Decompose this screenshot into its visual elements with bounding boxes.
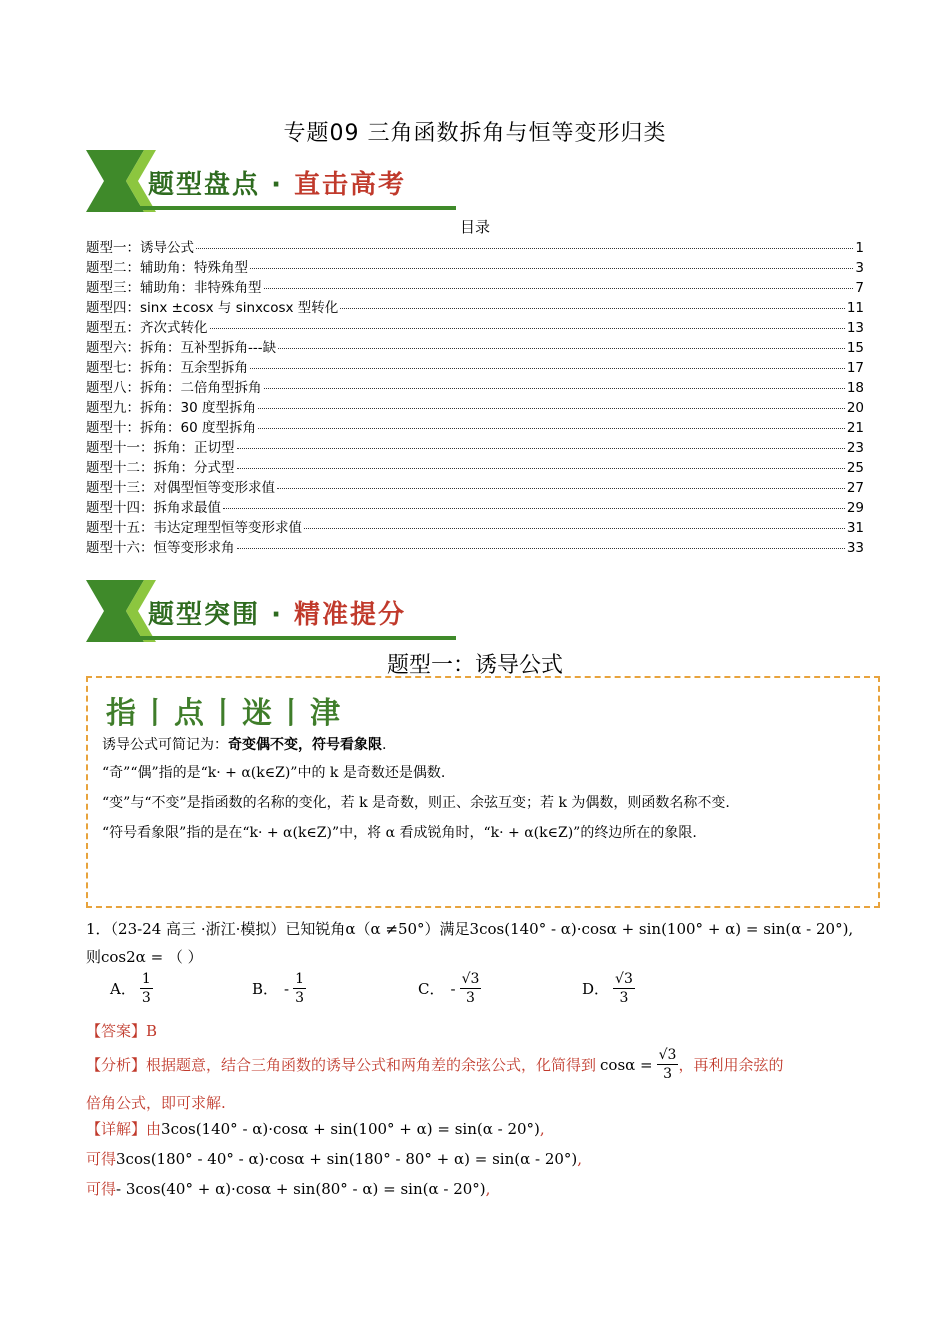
toc-entry-page: 17 xyxy=(846,360,864,376)
toc-leader-dots xyxy=(237,468,845,469)
toc-entry-page: 33 xyxy=(846,540,864,556)
toc-entry-page: 23 xyxy=(846,440,864,456)
toc-leader-dots xyxy=(196,248,853,249)
banner-text: 题型突围 · 精准提分 xyxy=(148,600,407,630)
toc-entry-page: 3 xyxy=(855,260,864,276)
tips-line-4: “符号看象限”指的是在“k· + α(k∈Z)”中，将 α 看成锐角时，“k· + α(k∈Z)”的终边所在的象限. xyxy=(102,825,697,841)
toc-entry-label: 题型十四：拆角求最值 xyxy=(86,500,221,516)
toc-entry[interactable] xyxy=(86,276,864,296)
toc-entry[interactable] xyxy=(86,236,864,256)
tips-box xyxy=(86,676,880,908)
toc-entry-page: 15 xyxy=(846,340,864,356)
toc-entry-label: 题型十三：对偶型恒等变形求值 xyxy=(86,480,275,496)
option-a: A． $\frac{1}{3}$ xyxy=(110,971,151,1006)
toc-entry-label: 题型四：sinx ±cosx 与 sinxcosx 型转化 xyxy=(86,300,339,316)
toc-leader-dots xyxy=(264,388,845,389)
toc-leader-dots xyxy=(250,268,853,269)
toc-entry-page: 25 xyxy=(846,460,864,476)
toc-entry-label: 题型六：拆角：互补型拆角---缺 xyxy=(86,340,277,356)
toc-entry[interactable] xyxy=(86,396,864,416)
banner-type-overview xyxy=(86,150,466,212)
toc-entry-label: 题型二：辅助角：特殊角型 xyxy=(86,260,248,276)
toc-entry[interactable] xyxy=(86,436,864,456)
toc-leader-dots xyxy=(237,448,845,449)
section-title: 题型一：诱导公式 xyxy=(386,653,563,678)
toc-entry-label: 题型十：拆角：60 度型拆角 xyxy=(86,420,256,436)
detail-line-2: 可得3cos(180° - 40° - α)·cosα + sin(180° - 80° + α) = sin(α - 20°), xyxy=(86,1150,583,1168)
toc-entry-label: 题型七：拆角：互余型拆角 xyxy=(86,360,248,376)
banner-text: 题型盘点 · 直击高考 xyxy=(148,170,407,200)
toc-entry-label: 题型十二：拆角：分式型 xyxy=(86,460,235,476)
question-stem-2: 则cos2α = （ ） xyxy=(86,948,203,966)
toc-entry-label: 题型十一：拆角：正切型 xyxy=(86,440,235,456)
toc-entry-page: 13 xyxy=(846,320,864,336)
toc-entry[interactable] xyxy=(86,356,864,376)
analysis-line-2: 倍角公式，即可求解. xyxy=(86,1094,226,1112)
toc-entry-label: 题型九：拆角：30 度型拆角 xyxy=(86,400,256,416)
tips-line-3: “变”与“不变”是指函数的名称的变化，若 k 是奇数，则正、余弦互变；若 k 为偶数，则函数名称不变. xyxy=(102,795,730,811)
toc-entry[interactable] xyxy=(86,376,864,396)
toc-leader-dots xyxy=(223,508,845,509)
toc-leader-dots xyxy=(250,368,845,369)
toc-entry-page: 11 xyxy=(846,300,864,316)
toc-entry-page: 7 xyxy=(855,280,864,296)
toc-entry[interactable] xyxy=(86,496,864,516)
detail-line-3: 可得- 3cos(40° + α)·cosα + sin(80° - α) = sin(α - 20°), xyxy=(86,1180,491,1198)
toc-entry-page: 29 xyxy=(846,500,864,516)
toc-entry-label: 题型一：诱导公式 xyxy=(86,240,194,256)
detail-line-1: 【详解】由3cos(140° - α)·cosα + sin(100° + α) = sin(α - 20°), xyxy=(86,1120,545,1138)
page-title: 专题09 三角函数拆角与恒等变形归类 xyxy=(283,121,667,146)
toc-entry[interactable] xyxy=(86,536,864,556)
toc-leader-dots xyxy=(278,348,845,349)
toc-entry-page: 21 xyxy=(846,420,864,436)
toc-entry[interactable] xyxy=(86,256,864,276)
table-of-contents xyxy=(86,236,864,556)
toc-leader-dots xyxy=(340,308,845,309)
toc-entry[interactable] xyxy=(86,456,864,476)
tips-line-2: “奇”“偶”指的是“k· + α(k∈Z)”中的 k 是奇数还是偶数. xyxy=(102,765,446,781)
toc-leader-dots xyxy=(304,528,845,529)
toc-leader-dots xyxy=(264,288,854,289)
toc-entry[interactable] xyxy=(86,476,864,496)
toc-entry[interactable] xyxy=(86,296,864,316)
toc-entry-label: 题型五：齐次式转化 xyxy=(86,320,208,336)
answer-line: 【答案】B xyxy=(86,1022,158,1040)
toc-entry[interactable] xyxy=(86,336,864,356)
toc-leader-dots xyxy=(210,328,845,329)
toc-leader-dots xyxy=(258,408,845,409)
toc-entry-label: 题型十六：恒等变形求角 xyxy=(86,540,235,556)
option-c: C． - $\frac{√3}{3}$ xyxy=(418,971,480,1006)
toc-entry-page: 27 xyxy=(846,480,864,496)
tips-heading: 指丨点丨迷丨津 xyxy=(106,696,344,731)
question-stem: 1．（23-24 高三 ·浙江·模拟）已知锐角α（α ≠50°）满足3cos(140° - α)·cosα + sin(100° + α) = sin(α - 20°), xyxy=(86,920,854,938)
toc-entry-page: 1 xyxy=(855,240,864,256)
toc-entry-label: 题型十五：韦达定理型恒等变形求值 xyxy=(86,520,302,536)
analysis-line: 【分析】 根据题意，结合三角函数的诱导公式和两角差的余弦公式，化简得到 cosα = $\frac{√3}{3}$ ，再利用余弦的 xyxy=(86,1047,784,1082)
banner-type-breakthrough xyxy=(86,580,466,642)
toc-leader-dots xyxy=(277,488,845,489)
toc-leader-dots xyxy=(237,548,845,549)
toc-entry[interactable] xyxy=(86,416,864,436)
option-b: B． - $\frac{1}{3}$ xyxy=(252,971,305,1006)
toc-entry-page: 18 xyxy=(846,380,864,396)
tips-line-1: 诱导公式可简记为：奇变偶不变，符号看象限. xyxy=(102,737,387,753)
toc-entry[interactable] xyxy=(86,316,864,336)
toc-title: 目录 xyxy=(459,218,490,236)
toc-leader-dots xyxy=(258,428,845,429)
toc-entry-page: 20 xyxy=(846,400,864,416)
option-d: D． $\frac{√3}{3}$ xyxy=(582,971,633,1006)
toc-entry-label: 题型三：辅助角：非特殊角型 xyxy=(86,280,262,296)
toc-entry-label: 题型八：拆角：二倍角型拆角 xyxy=(86,380,262,396)
toc-entry-page: 31 xyxy=(846,520,864,536)
toc-entry[interactable] xyxy=(86,516,864,536)
